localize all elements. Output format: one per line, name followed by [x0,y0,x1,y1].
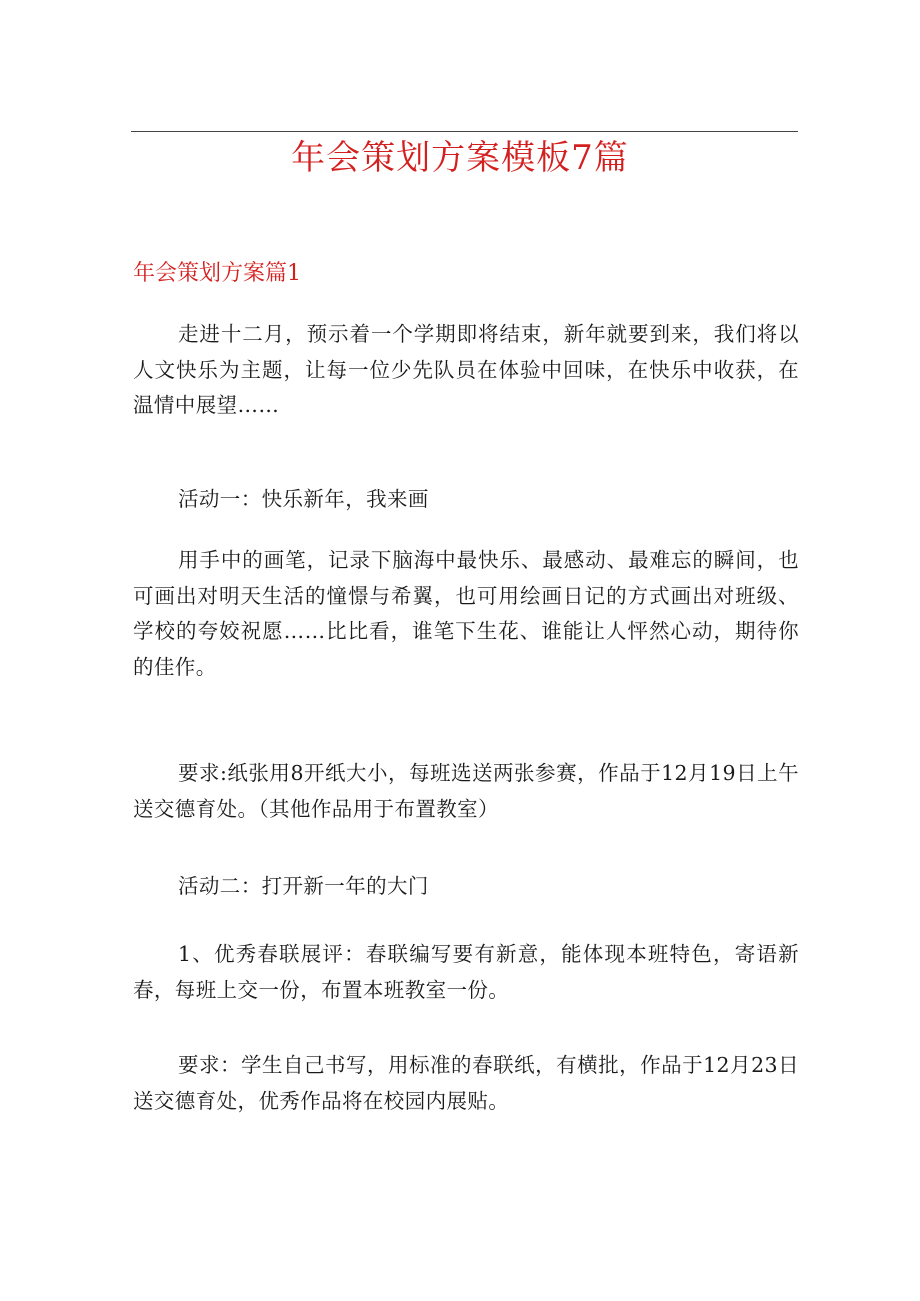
intro-paragraph: 走进十二月，预示着一个学期即将结束，新年就要到来，我们将以人文快乐为主题，让每一位少先队员在体验中回味，在快乐中收获，在温情中展望…… [133,322,799,417]
spring-couplet-paragraph: 1、优秀春联展评：春联编写要有新意，能体现本班特色，寄语新春，每班上交一份，布置本班教室一份。 [133,942,799,1002]
activity-one-requirements: 要求:纸张用8开纸大小，每班选送两张参赛，作品于12月19日上午送交德育处。（其他作品用于布置教室） [133,761,799,821]
document-title: 年会策划方案模板7篇 [291,138,629,178]
title-divider-line [131,131,798,132]
activity-one-description: 用手中的画笔，记录下脑海中最快乐、最感动、最难忘的瞬间，也可画出对明天生活的憧憬与希翼，也可用绘画日记的方式画出对班级、学校的夸姣祝愿……比比看，谁笔下生花、谁能让人怦然心动，期待你的佳作。 [133,548,799,679]
section-heading: 年会策划方案篇1 [133,261,301,286]
activity-two-requirements: 要求：学生自己书写，用标准的春联纸，有横批，作品于12月23日送交德育处，优秀作品将在校园内展贴。 [133,1053,799,1113]
activity-two-heading: 活动二：打开新一年的大门 [178,874,429,898]
activity-one-heading: 活动一：快乐新年，我来画 [178,487,429,511]
